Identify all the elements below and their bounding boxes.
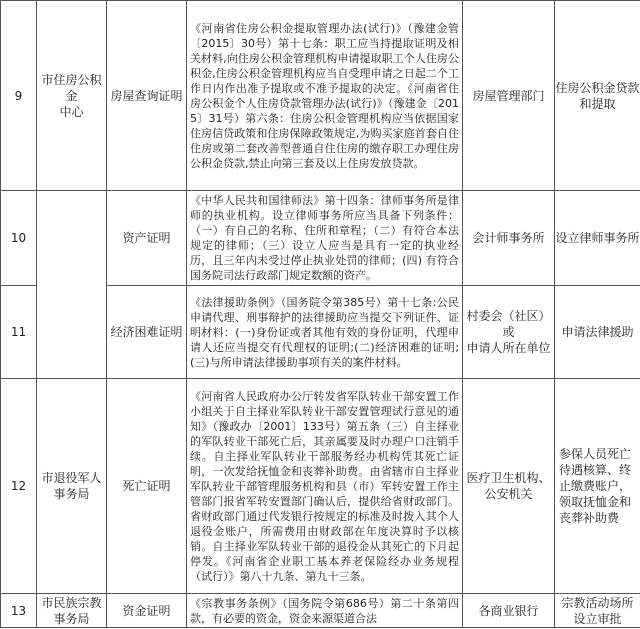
certificate-item: 经济困难证明 <box>107 286 187 379</box>
matter-cell <box>555 594 640 628</box>
matter-name: 参保人员死亡待遇核算、终止缴费账户，领取抚恤金和丧葬补助费 <box>555 379 640 594</box>
table-row <box>1 191 640 286</box>
department-cell <box>37 379 107 594</box>
certificate-item: 资金证明 <box>107 594 187 628</box>
issuing-unit-line2: 公安机关 <box>484 487 533 501</box>
row-number: 10 <box>1 191 37 286</box>
department-name-line2: 事务局 <box>53 611 90 626</box>
issuing-unit: 各商业银行 <box>463 594 555 628</box>
issuing-unit-cell <box>463 379 555 594</box>
matter-name: 申请法律援助 <box>555 286 640 379</box>
issuing-unit-cell <box>463 286 555 379</box>
department-cell <box>37 594 107 628</box>
department-name-line2: 中心 <box>59 104 84 119</box>
issuing-unit: 会计师事务所 <box>463 191 555 286</box>
certificate-item: 死亡证明 <box>107 379 187 594</box>
table-row <box>1 594 640 628</box>
issuing-unit-alt: 申请人所在单位 <box>466 341 551 355</box>
legal-basis: 《河南省住房公积金提取管理办法(试行)》（豫建金管〔2015〕30号）第十七条：职工应当持提取证明及相关材料,向住房公积金管理机构申请提取职工个人住房公积金,住房公积金管理机构应当自受理申请之日起二个工作日内作出准予提取或不准予提取的决定。《河南省住房公积金个人住房贷款管理办法(试行)》（豫建金〔2015〕31号）第六条：住房公积金管理机构应当依据国家住房信贷政策和住房保障政策规定,为购买家庭首套自住住房或第二套改善型普通自住住房的缴存职工办理住房公积金贷款,禁止向第三套及以上住房发放贷款。 <box>187 1 463 191</box>
legal-basis: 《宗教事务条例》（国务院令第686号）第二十条第四款，有必要的资金，资金来源渠道合法 <box>187 594 463 628</box>
department-name: 市民族宗教 <box>41 595 102 610</box>
legal-basis: 《河南省人民政府办公厅转发省军队转业干部安置工作小组关于自主择业军队转业干部安置管理试行意见的通知》（豫政办〔2001〕133号）第五条（三）自主择业的军队转业干部死亡后，其亲属要及时办理户口注销手续。自主择业军队转业干部服务经办机构凭其死亡证明，一次发给抚恤金和丧葬补助费。由省辖市自主择业军队转业干部管理服务机构和县（市）军转安置工作主管部门报省军转安置部门确认后，提供给省财政部门。省财政部门通过代发银行按规定的标准及时拨入其个人退役金账户，所需费用由财政部在年度决算时予以核销。自主择业军队转业干部的退役金从其死亡的下月起停发。《河南省企业职工基本养老保险经办业务规程（试行）》第八十九条、第九十三条。 <box>187 379 463 594</box>
row-number: 9 <box>1 1 37 191</box>
legal-basis: 《中华人民共和国律师法》第十四条：律师事务所是律师的执业机构。设立律师事务所应当具备下列条件：（一）有自己的名称、住所和章程；（二）有符合本法规定的律师；（三）设立人应当是具有一定的执业经历，且三年内未受过停止执业处罚的律师；(四) 有符合国务院司法行政部门规定数额的资产。 <box>187 191 463 286</box>
matter-name-line2: 和提取 <box>579 96 616 111</box>
department-name <box>37 191 107 379</box>
certificate-item: 房屋查询证明 <box>107 1 187 191</box>
matter-name: 宗教活动场所 <box>561 595 634 610</box>
matter-name-line2: 设立审批 <box>573 611 622 626</box>
matter-name: 住房公积金贷款 <box>555 80 640 95</box>
department-name-line2: 事务局 <box>53 487 90 501</box>
table-row <box>1 1 640 191</box>
certificate-item: 资产证明 <box>107 191 187 286</box>
issuing-unit: 房屋管理部门 <box>463 1 555 191</box>
legal-basis: 《法律援助条例》（国务院令第385号）第十七条:公民申请代理、刑事辩护的法律援助应当提交下列证件、证明材料：(一)身份证或者其他有效的身份证明，代理申请人还应当提交有代理权的证明;(二)经济困难的证明;(三)与所申请法律援助事项有关的案件材料。 <box>187 286 463 379</box>
matter-cell <box>555 1 640 191</box>
issuing-unit: 医疗卫生机构、 <box>466 471 551 485</box>
department-cell <box>37 1 107 191</box>
issuing-unit-or: 或 <box>502 325 515 339</box>
row-number: 13 <box>1 594 37 628</box>
row-number: 11 <box>1 286 37 379</box>
department-name: 市住房公积金 <box>41 72 102 103</box>
row-number: 12 <box>1 379 37 594</box>
matter-name: 设立律师事务所 <box>555 191 640 286</box>
department-name: 市退役军人 <box>41 471 102 485</box>
issuing-unit: 村委会（社区） <box>466 309 551 323</box>
table-row <box>1 379 640 594</box>
